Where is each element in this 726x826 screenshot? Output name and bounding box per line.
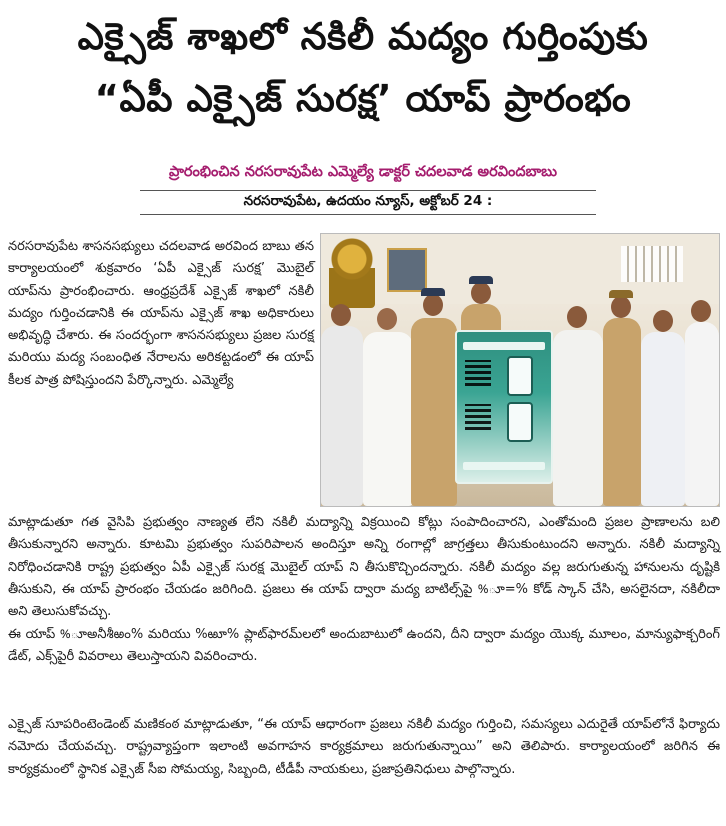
photo-person-head <box>331 304 351 326</box>
poster-title-band <box>463 342 545 350</box>
body-paragraph-2: మాట్లాడుతూ గత వైసిపి ప్రభుత్వం నాణ్యత లేని నకిలీ మద్యాన్ని విక్రయించి కోట్లు సంపాదించారని, ఎంతోమంది ప్రజల ప్రాణాలను బలి తీసుకున్నారని అన్నారు. కూటమి ప్రభుత్వం సుపరిపాలన అందిస్తూ అన్ని రంగాల్లో జాగ్రత్తలు తీసుకుంటుందని అన్నారు. నకిలీ మద్యాన్ని నిరోధించడానికి రాష్ట్ర ప్రభుత్వం ఏపీ ఎక్సైజ్ సురక్ష మొబైల్ యాప్ ని తీసుకొచ్చిందన్నారు. నకిలీ మద్యం వల్ల జరుగుతున్న హానులను దృష్టికి తీసుకుని, ఈ యాప్ ప్రారంభం చేయడం జరిగింది. ప్రజలు ఈ యాప్ ద్వారా మద్య బాటిల్స్‌పై %ూ=% కోడ్ స్కాన్ చేసి, అసలైనదా, నకిలీదా అని తెలుసుకోవచ్చు. <box>8 515 720 620</box>
dateline: నరసరావుపేట, ఉదయం న్యూస్, అక్టోబర్ 24 : <box>140 190 596 215</box>
poster-footer-band <box>463 462 545 470</box>
headline-line-1: ఎక్సైజ్ శాఖలో నకిలీ మద్యం గుర్తింపుకు <box>77 15 649 58</box>
photo-wall-portrait <box>387 248 427 292</box>
poster-qr-code <box>465 404 491 430</box>
headline-line-2: “ఏపీ ఎక్సైజ్ సురక్ష’ యాప్ ప్రారంభం <box>94 77 632 120</box>
body-paragraph-1: నరసరావుపేట శాసనసభ్యులు చదలవాడ అరవింద బాబు తన కార్యాలయంలో శుక్రవారం ‘ఏపీ ఎక్సైజ్ సురక్ష’ మొబైల్ యాప్‌ను ప్రారంభించారు. ఆంధ్రప్రదేశ్ ఎక్సైజ్ శాఖలో నకిలీ మద్యం గుర్తించడానికి ఈ యాప్‌ను ఎక్సైజ్ శాఖ అధికారులు అభివృద్ధి చేశారు. ఈ సందర్భంగా శాసనసభ్యులు ప్రజల సురక్ష మరియు మద్య సంబంధిత నేరాలను అరికట్టడంలో ఈ యాప్ కీలక పాత్ర పోషిస్తుందని పేర్కొన్నారు. ఎమ్మెల్యే <box>8 239 314 388</box>
photo-person <box>363 332 413 506</box>
subheadline: ప్రారంభించిన నరసరావుపేట ఎమ్మెల్యే డాక్టర్ చదలవాడ అరవిందబాబు <box>168 164 558 180</box>
photo-person-head <box>567 306 587 328</box>
photo-person <box>411 318 457 506</box>
photo-person-head <box>471 282 491 304</box>
poster-phone-graphic <box>507 402 533 442</box>
photo-police-cap <box>469 276 493 284</box>
photo-police-cap <box>609 290 633 298</box>
photo-person <box>641 332 685 506</box>
photo-person-head <box>691 300 711 322</box>
photo-person-head <box>423 294 443 316</box>
photo-person <box>553 330 603 506</box>
photo-statue <box>329 238 375 308</box>
poster-qr-code <box>465 360 491 386</box>
photo-window-grille <box>621 246 683 282</box>
photo-person-head <box>377 308 397 330</box>
body-paragraph-4: ఎక్సైజ్ సూపరింటెండెంట్ మణికంఠ మాట్లాడుతూ, “ఈ యాప్ ఆధారంగా ప్రజలు నకిలీ మద్యం గుర్తించి, సమస్యలు ఎదురైతే యాప్‌లోనే ఫిర్యాదు నమోదు చేయవచ్చు. రాష్ట్రవ్యాప్తంగా ఇలాంటి అవగాహన కార్యక్రమాలు జరుగుతున్నాయి” అని తెలిపారు. కార్యాలయంలో జరిగిన ఈ కార్యక్రమంలో స్థానిక ఎక్సైజ్ సీఐ సోమయ్య, సిబ్బంది, టీడీపీ నాయకులు, ప్రజాప్రతినిధులు పాల్గొన్నారు. <box>8 717 720 777</box>
photo-person-head <box>611 296 631 318</box>
photo-person <box>603 318 641 506</box>
photo-person <box>321 326 363 506</box>
poster-phone-graphic <box>507 356 533 396</box>
photo-police-cap <box>421 288 445 296</box>
photo-person-head <box>653 310 673 332</box>
body-paragraph-3: ఈ యాప్ %ూఅనీశీఱం% మరియు %ఱూ% ప్లాట్‌ఫారమ్‌లలో అందుబాటులో ఉందని, దీని ద్వారా మద్యం యొక్క మూలం, మాన్యుఫాక్చరింగ్ డేట్, ఎక్స్‌పైరీ వివరాలు తెలుస్తాయని వివరించారు. <box>8 627 720 665</box>
photo-person <box>685 322 719 506</box>
app-launch-poster <box>455 330 553 484</box>
event-photo <box>320 233 720 507</box>
